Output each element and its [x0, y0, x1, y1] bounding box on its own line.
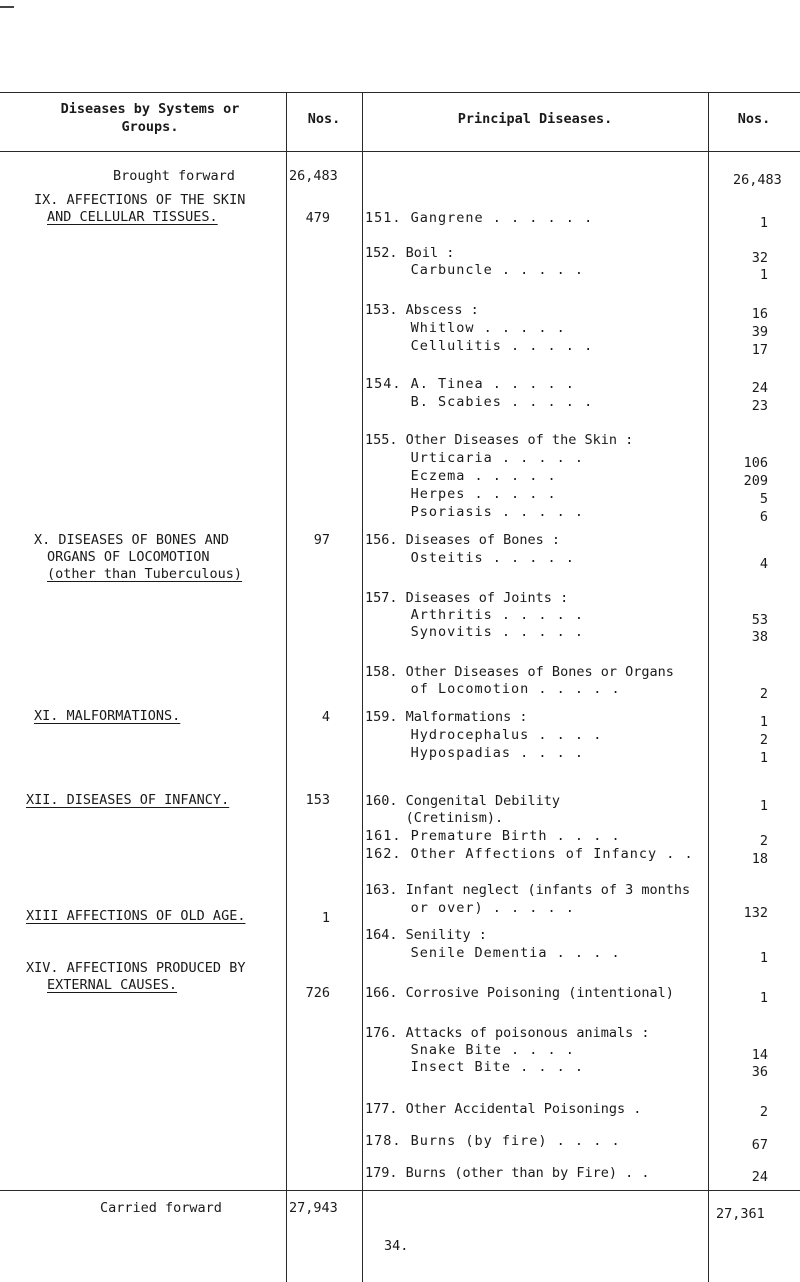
nos-155-herpes: 5	[759, 491, 768, 507]
line-164: 164. Senility :	[365, 927, 487, 943]
line-154-tinea: 154. A. Tinea . . . . .	[365, 376, 575, 392]
line-177: 177. Other Accidental Poisonings .	[365, 1101, 642, 1117]
line-155: 155. Other Diseases of the Skin :	[365, 432, 634, 448]
group-x-title-3: (other than Tuberculous)	[47, 566, 243, 582]
group-xii-nos: 153	[305, 792, 330, 808]
line-176-insect: Insect Bite . . . .	[365, 1059, 585, 1075]
brought-forward-total: 26,483	[733, 172, 782, 188]
brought-forward-label: Brought forward	[113, 168, 235, 184]
nos-161: 2	[759, 833, 768, 849]
nos-166: 1	[759, 990, 768, 1006]
line-156-osteitis: Osteitis . . . . .	[365, 550, 575, 566]
carried-forward-total: 27,361	[716, 1206, 765, 1222]
line-161: 161. Premature Birth . . . .	[365, 828, 621, 844]
carried-forward-label: Carried forward	[100, 1200, 222, 1216]
line-155-urticaria: Urticaria . . . . .	[365, 450, 585, 466]
header-principal-diseases: Principal Diseases.	[457, 111, 613, 127]
nos-154-tinea: 24	[751, 380, 768, 396]
group-xiv-title-1: XIV. AFFECTIONS PRODUCED BY	[26, 960, 246, 976]
nos-155-psoriasis: 6	[759, 509, 768, 525]
line-178: 178. Burns (by fire) . . . .	[365, 1133, 621, 1149]
line-158-locomotion: of Locomotion . . . . .	[365, 681, 621, 697]
nos-152-carbuncle: 1	[759, 267, 768, 283]
nos-156-osteitis: 4	[759, 556, 768, 572]
nos-159: 1	[759, 714, 768, 730]
group-xi-title: XI. MALFORMATIONS.	[34, 708, 181, 724]
nos-157-arthritis: 53	[751, 612, 768, 628]
nos-155-urticaria: 106	[743, 455, 768, 471]
nos-152-boil: 32	[751, 250, 768, 266]
nos-158: 2	[759, 686, 768, 702]
group-ix-nos: 479	[305, 210, 330, 226]
line-160-cretinism: (Cretinism).	[365, 810, 504, 826]
line-157: 157. Diseases of Joints :	[365, 590, 569, 606]
group-xiv-nos: 726	[305, 985, 330, 1001]
corner-mark	[0, 0, 14, 8]
table-top-rule	[0, 92, 800, 93]
line-153-cellulitis: Cellulitis . . . . .	[365, 338, 594, 354]
line-159-hydrocephalus: Hydrocephalus . . . .	[365, 727, 603, 743]
line-176-snake: Snake Bite . . . .	[365, 1042, 575, 1058]
group-x-title-2: ORGANS OF LOCOMOTION	[47, 549, 210, 565]
line-158: 158. Other Diseases of Bones or Organs	[365, 664, 674, 680]
header-diseases-by-systems: Diseases by Systems or Groups.	[60, 101, 240, 135]
line-152-carbuncle: Carbuncle . . . . .	[365, 262, 585, 278]
line-163: 163. Infant neglect (infants of 3 months	[365, 882, 691, 898]
line-156: 156. Diseases of Bones :	[365, 532, 561, 548]
line-155-psoriasis: Psoriasis . . . . .	[365, 504, 585, 520]
nos-162: 18	[751, 851, 768, 867]
carried-forward-nos: 27,943	[289, 1200, 338, 1216]
line-159-hypospadias: Hypospadias . . . .	[365, 745, 585, 761]
line-163-over: or over) . . . . .	[365, 900, 575, 916]
brought-forward-nos: 26,483	[289, 168, 338, 184]
nos-164: 1	[759, 950, 768, 966]
nos-163: 132	[743, 905, 768, 921]
nos-159-hypospadias: 1	[759, 750, 768, 766]
header-nos-right: Nos.	[737, 111, 771, 127]
nos-153-whitlow: 39	[751, 324, 768, 340]
group-xi-nos: 4	[321, 709, 330, 725]
column-rule-1	[286, 92, 287, 1282]
line-176: 176. Attacks of poisonous animals :	[365, 1025, 650, 1041]
line-179: 179. Burns (other than by Fire) . .	[365, 1165, 650, 1181]
line-157-arthritis: Arthritis . . . . .	[365, 607, 585, 623]
nos-151: 1	[759, 215, 768, 231]
nos-154-scabies: 23	[751, 398, 768, 414]
line-162: 162. Other Affections of Infancy . .	[365, 846, 694, 862]
nos-176-insect: 36	[751, 1064, 768, 1080]
page-number: 34.	[384, 1238, 409, 1254]
group-ix-title-1: IX. AFFECTIONS OF THE SKIN	[34, 192, 246, 208]
nos-160: 1	[759, 798, 768, 814]
line-155-herpes: Herpes . . . . .	[365, 486, 557, 502]
group-ix-title-2: AND CELLULAR TISSUES.	[47, 209, 218, 225]
line-164-dementia: Senile Dementia . . . .	[365, 945, 621, 961]
group-x-nos: 97	[313, 532, 330, 548]
group-xii-title: XII. DISEASES OF INFANCY.	[26, 792, 230, 808]
line-153-whitlow: Whitlow . . . . .	[365, 320, 566, 336]
header-nos-left: Nos.	[307, 111, 341, 127]
nos-177: 2	[759, 1104, 768, 1120]
group-x-title-1: X. DISEASES OF BONES AND	[34, 532, 230, 548]
nos-153-cellulitis: 17	[751, 342, 768, 358]
line-152: 152. Boil :	[365, 245, 455, 261]
nos-159-hydrocephalus: 2	[759, 732, 768, 748]
nos-153-abscess: 16	[751, 306, 768, 322]
nos-176-snake: 14	[751, 1047, 768, 1063]
line-155-eczema: Eczema . . . . .	[365, 468, 557, 484]
nos-155-eczema: 209	[743, 473, 768, 489]
line-151: 151. Gangrene . . . . . .	[365, 210, 594, 226]
line-160: 160. Congenital Debility	[365, 793, 561, 809]
nos-157-synovitis: 38	[751, 629, 768, 645]
footer-top-rule	[0, 1190, 800, 1191]
nos-179: 24	[751, 1169, 768, 1185]
group-xiii-title: XIII AFFECTIONS OF OLD AGE.	[26, 908, 246, 924]
line-159: 159. Malformations :	[365, 709, 528, 725]
line-166: 166. Corrosive Poisoning (intentional)	[365, 985, 674, 1001]
line-154-scabies: B. Scabies . . . . .	[365, 394, 594, 410]
header-bottom-rule	[0, 151, 800, 152]
line-157-synovitis: Synovitis . . . . .	[365, 624, 585, 640]
line-153: 153. Abscess :	[365, 302, 479, 318]
group-xiv-title-2: EXTERNAL CAUSES.	[47, 977, 178, 993]
nos-178: 67	[751, 1137, 768, 1153]
column-rule-2	[362, 92, 363, 1282]
group-xiii-nos: 1	[321, 910, 330, 926]
